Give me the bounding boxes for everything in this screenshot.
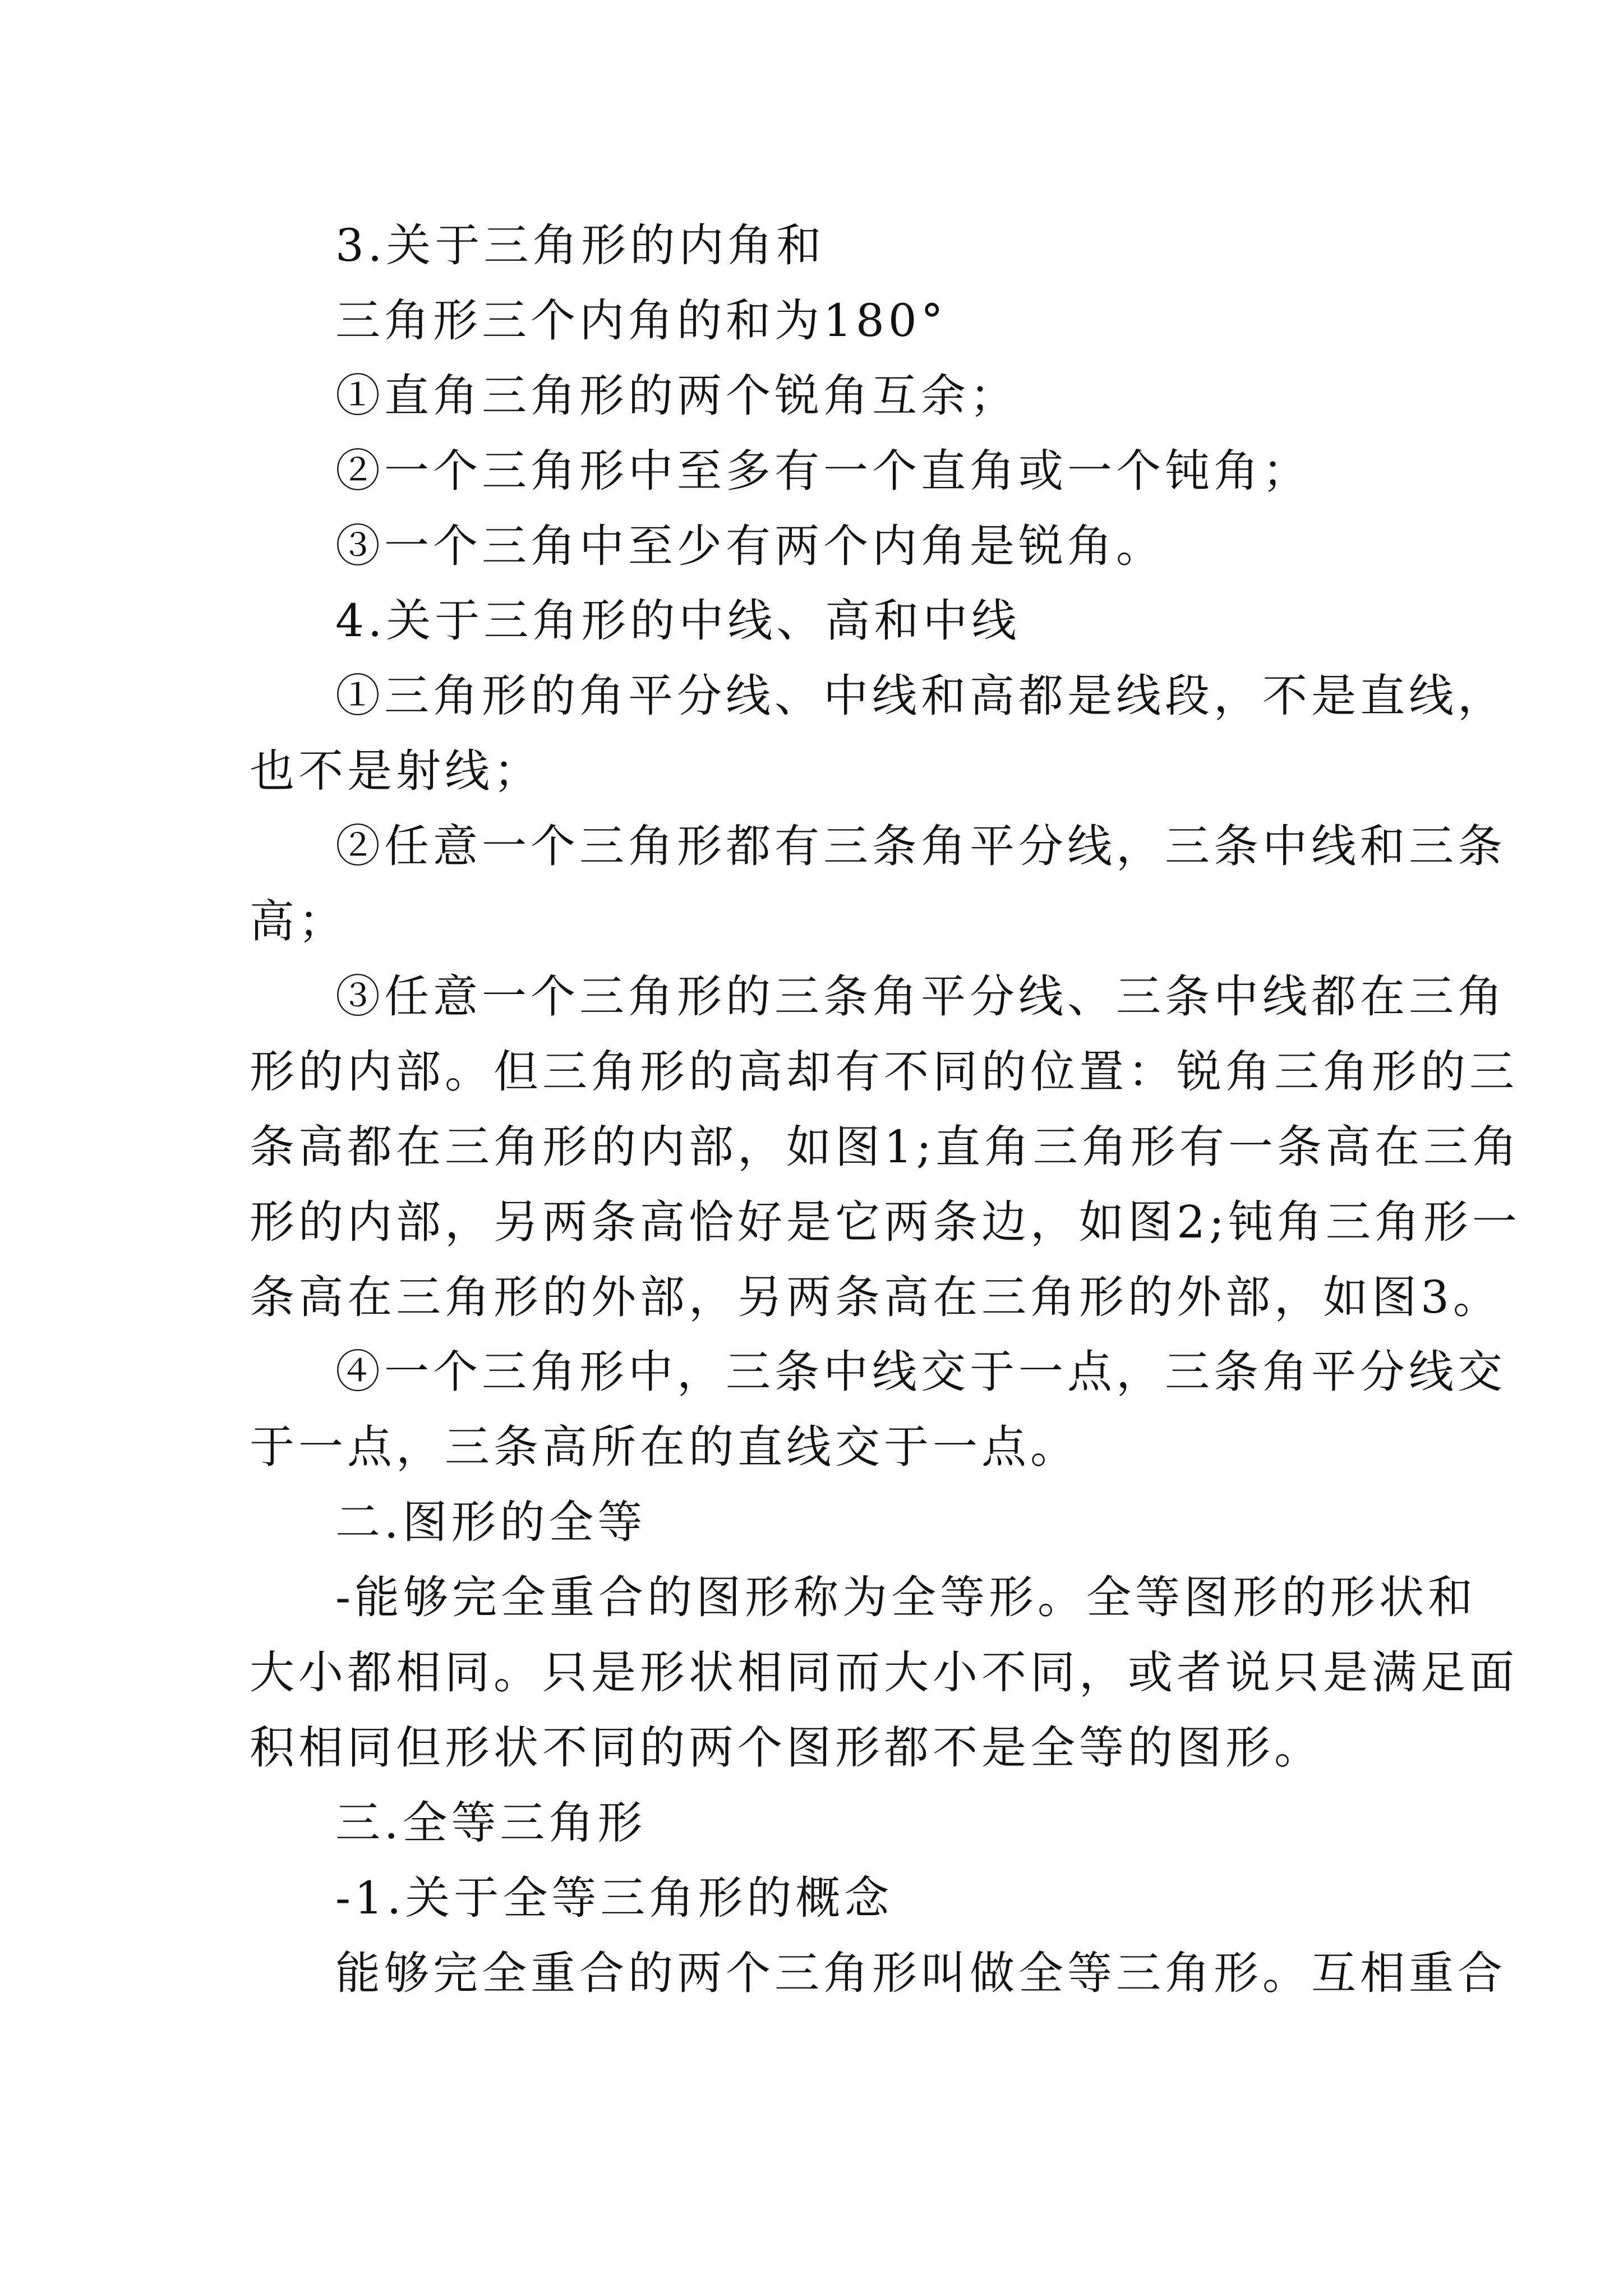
list-item: ①三角形的角平分线、中线和高都是线段，不是直线， [335,670,1506,722]
paragraph-line: 条高都在三角形的内部，如图1;直角三角形有一条高在三角 [250,1121,1521,1173]
section-heading: 4.关于三角形的中线、高和中线 [335,595,1021,647]
list-item: ④一个三角形中，三条中线交于一点，三条角平分线交 [335,1346,1506,1398]
paragraph-line: 三角形三个内角的和为180° [335,295,947,347]
paragraph-line: 于一点，三条高所在的直线交于一点。 [250,1421,1079,1473]
list-item: ①直角三角形的两个锐角互余； [335,370,1018,422]
subsection-heading: -1.关于全等三角形的概念 [335,1872,893,1924]
paragraph-line: 能够完全重合的两个三角形叫做全等三角形。互相重合 [335,1947,1506,1999]
paragraph-line: -能够完全重合的图形称为全等形。全等图形的形状和 [335,1571,1477,1623]
list-item: ③一个三角中至少有两个内角是锐角。 [335,520,1165,572]
section-heading: 二.图形的全等 [335,1496,647,1548]
section-heading: 3.关于三角形的内角和 [335,219,826,272]
paragraph-line: 大小都相同。只是形状相同而大小不同，或者说只是满足面 [250,1646,1518,1699]
paragraph-line: 积相同但形状不同的两个图形都不是全等的图形。 [250,1722,1323,1774]
paragraph-line: 形的内部，另两条高恰好是它两条边，如图2;钝角三角形一 [250,1196,1521,1248]
paragraph-line: 也不是射线； [250,745,542,797]
paragraph-line: 条高在三角形的外部，另两条高在三角形的外部，如图3。 [250,1271,1502,1323]
paragraph-line: 形的内部。但三角形的高却有不同的位置：锐角三角形的三 [250,1046,1518,1098]
paragraph-line: 高； [250,895,347,947]
section-heading: 三.全等三角形 [335,1797,647,1849]
list-item: ③任意一个三角形的三条角平分线、三条中线都在三角 [335,970,1506,1023]
list-item: ②一个三角形中至多有一个直角或一个钝角； [335,445,1311,497]
list-item: ②任意一个三角形都有三条角平分线，三条中线和三条 [335,820,1506,872]
